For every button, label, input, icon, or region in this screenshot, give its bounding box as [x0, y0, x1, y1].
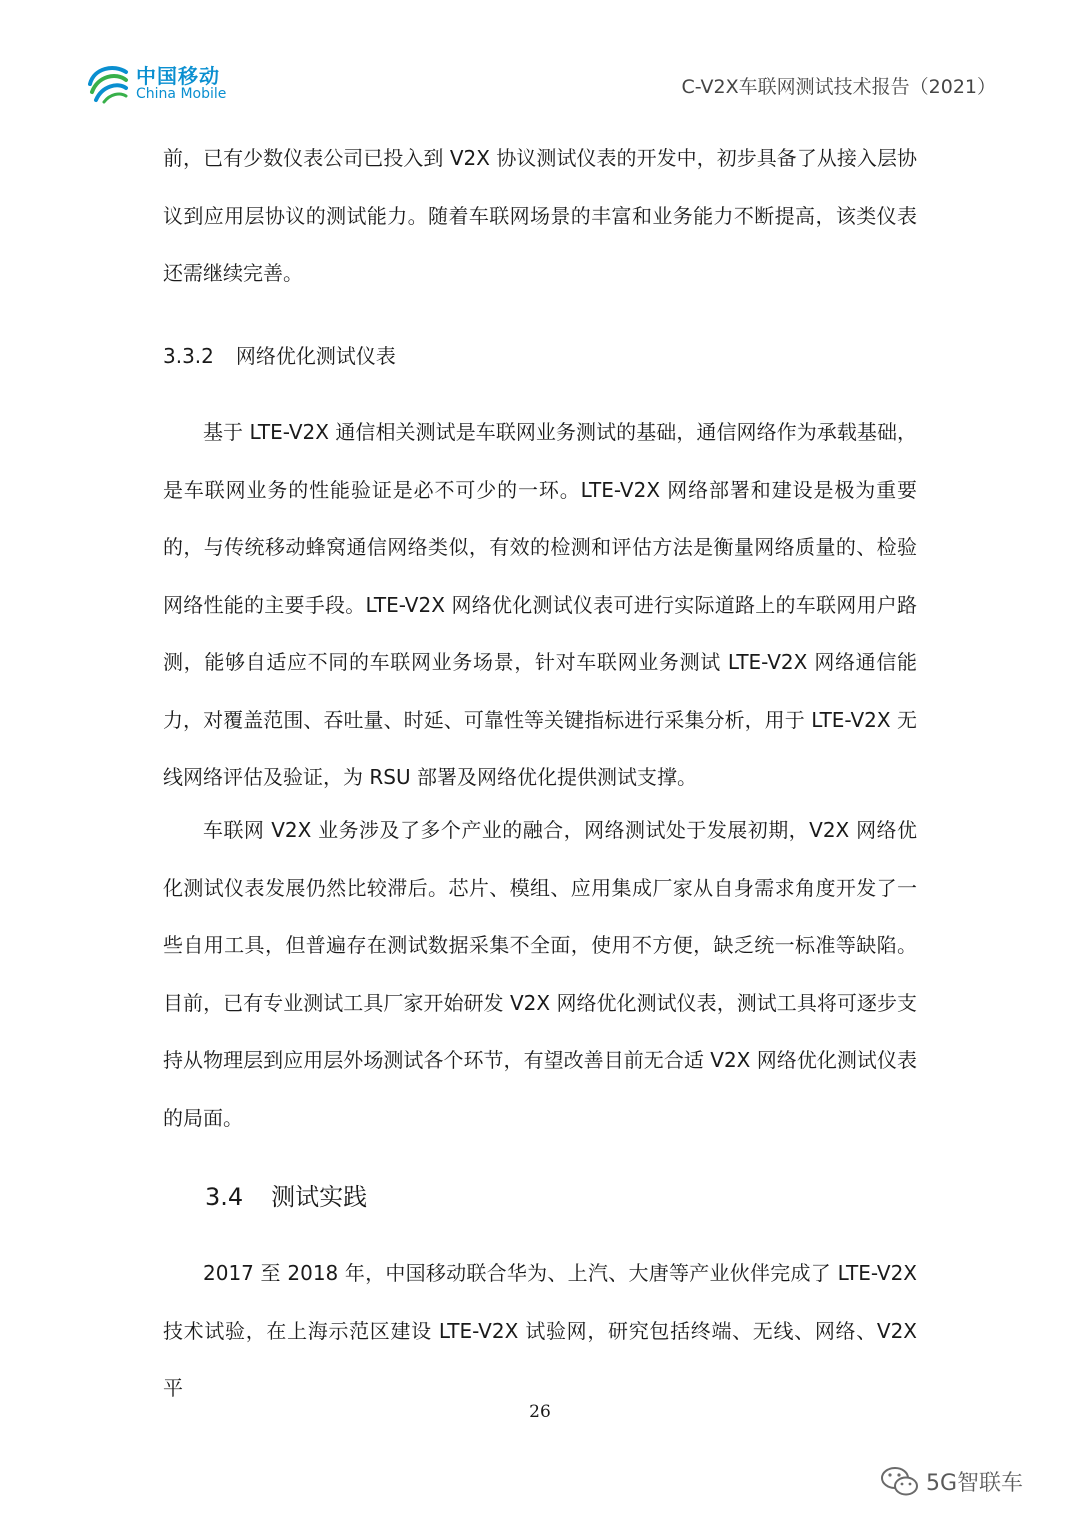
paragraph-3: 车联网 V2X 业务涉及了多个产业的融合，网络测试处于发展初期，V2X 网络优化测试仪表发展仍然比较滞后。芯片、模组、应用集成厂家从自身需求角度开发了一些自用工具，但普遍存在测试数据采集不全面，使用不方便，缺乏统一标准等缺陷。目前，已有专业测试工具厂家开始研发 V2X 网络优化测试仪表，测试工具将可逐步支持从物理层到应用层外场测试各个环节，有望改善目前无合适 V2X 网络优化测试仪表的局面。: [163, 818, 917, 1130]
section-3-4-heading: [205, 1177, 367, 1212]
watermark: [880, 1462, 1050, 1502]
section-3-3-2-heading: [163, 340, 396, 369]
wechat-icon: [880, 1464, 920, 1500]
paragraph-4: 2017 至 2018 年，中国移动联合华为、上汽、大唐等产业伙伴完成了 LTE-V2X 技术试验，在上海示范区建设 LTE-V2X 试验网，研究包括终端、无线、网络、V2X 平: [163, 1261, 917, 1400]
china-mobile-logo: [84, 58, 234, 108]
section-title: 网络优化测试仪表: [235, 344, 396, 368]
section-title: 测试实践: [271, 1183, 368, 1211]
section-number: 3.3.2: [163, 344, 214, 368]
page-number: 26: [529, 1402, 551, 1422]
logo-chinese-text: 中国移动: [136, 64, 220, 88]
report-title: C-V2X车联网测试技术报告（2021）: [681, 76, 996, 98]
section-number: 3.4: [205, 1183, 244, 1211]
paragraph-2: 基于 LTE-V2X 通信相关测试是车联网业务测试的基础，通信网络作为承载基础，是车联网业务的性能验证是必不可少的一环。LTE-V2X 网络部署和建设是极为重要的，与传统移动蜂窝通信网络类似，有效的检测和评估方法是衡量网络质量的、检验网络性能的主要手段。LTE-V2X 网络优化测试仪表可进行实际道路上的车联网用户路测，能够自适应不同的车联网业务场景，针对车联网业务测试 LTE-V2X 网络通信能力，对覆盖范围、吞吐量、时延、可靠性等关键指标进行采集分析，用于 LTE-V2X 无线网络评估及验证，为 RSU 部署及网络优化提供测试支撑。: [163, 420, 917, 789]
paragraph-1: 前，已有少数仪表公司已投入到 V2X 协议测试仪表的开发中，初步具备了从接入层协议到应用层协议的测试能力。随着车联网场景的丰富和业务能力不断提高，该类仪表还需继续完善。: [163, 146, 917, 285]
logo-english-text: China Mobile: [136, 86, 227, 102]
china-mobile-emblem-icon: [84, 58, 132, 106]
watermark-text: 5G智联车: [926, 1471, 1024, 1496]
